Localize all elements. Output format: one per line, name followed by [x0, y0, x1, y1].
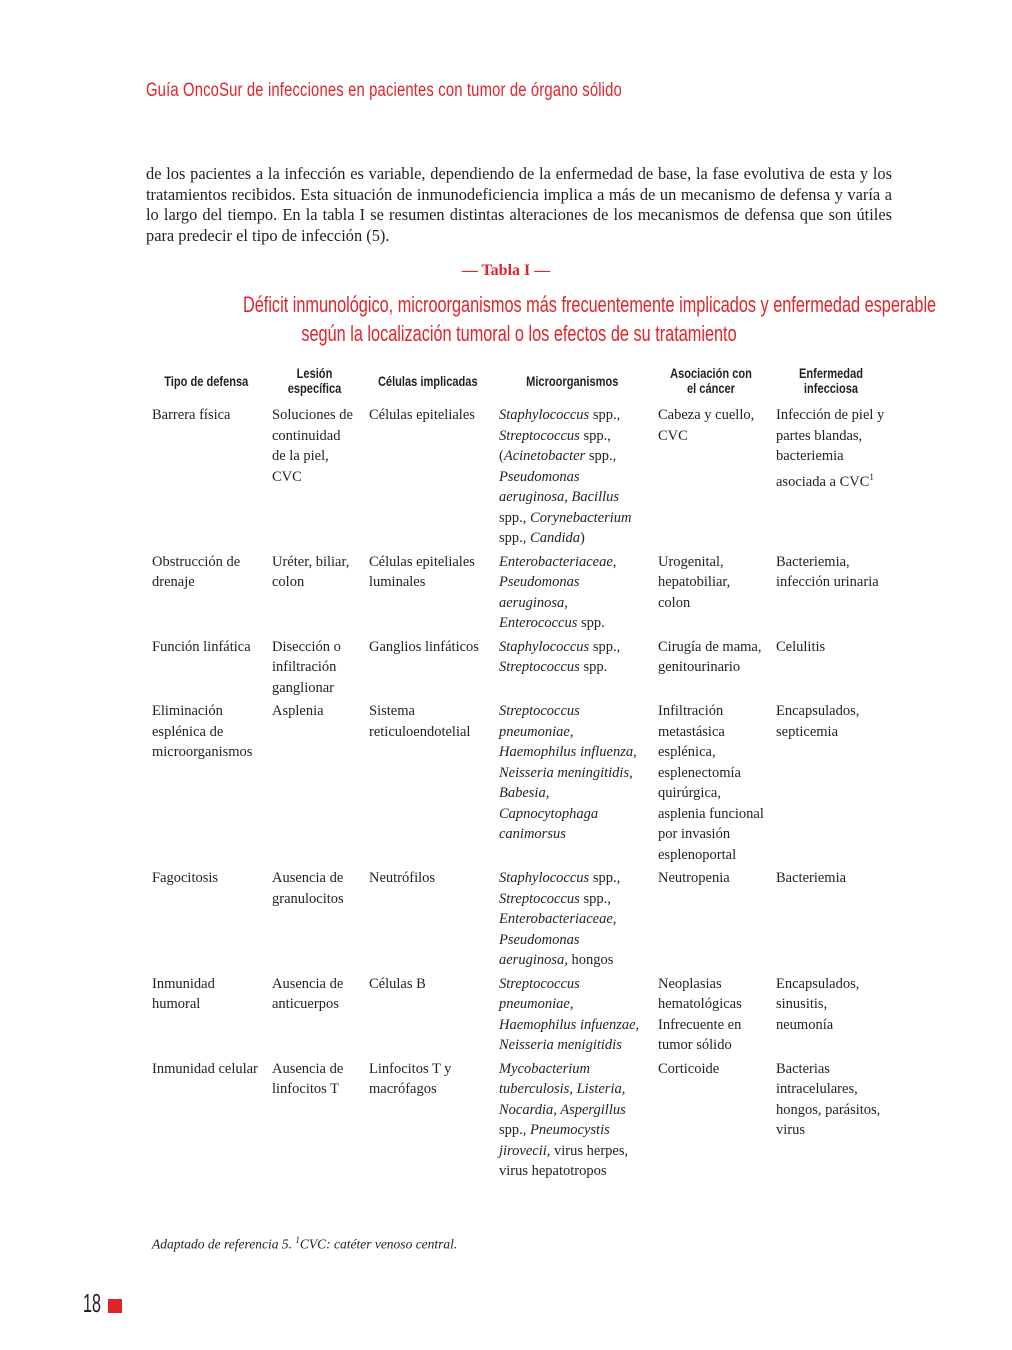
table-title	[146, 290, 937, 348]
page-number: 18	[83, 1288, 101, 1318]
cell-tipo: Barrera física	[152, 407, 231, 423]
cell-lesion: Ausencia de granulocitos	[272, 870, 344, 907]
table-row	[146, 699, 892, 866]
cell-asociacion: Neutropenia	[658, 870, 730, 886]
cell-asociacion: Neoplasias hematológicas Infrecuente en tumor sólido	[658, 975, 742, 1053]
cell-lesion: Asplenia	[272, 703, 324, 719]
column-header: Tipo de defensa	[163, 373, 249, 389]
cell-asociacion: Cirugía de mama, genitourinario	[658, 638, 762, 675]
table-header-row	[146, 364, 892, 403]
cell-microorganismos: Streptococcus pneumoniae, Haemophilus infuenzae, Neisseria menigitidis	[499, 975, 640, 1053]
cell-enfermedad: Encapsulados, sinusitis, neumonía	[776, 975, 860, 1033]
cell-celulas: Células B	[369, 975, 426, 992]
cell-celulas: Linfocitos T y macrófagos	[369, 1060, 452, 1097]
cell-lesion: Soluciones de continuidad de la piel, CVC	[272, 407, 353, 485]
cell-celulas: Células epiteliales	[369, 407, 475, 423]
body-paragraph: de los pacientes a la infección es variable, dependiendo de la enfermedad de base, la fase evolutiva de esta y los tratamientos recibidos. Esta situación de inmunodeficiencia implica a más de un mecanismo de defensa y varía a lo largo del tiempo. En la tabla I se resumen distintas alteraciones de los mecanismos de defensa que son útiles para predecir el tipo de infección (5).	[146, 164, 892, 245]
column-header: Lesión específica	[287, 366, 342, 396]
cell-tipo: Fagocitosis	[152, 870, 219, 886]
cell-lesion: Disección o infiltración ganglionar	[272, 638, 341, 696]
cell-enfermedad: Bacterias intracelulares, hongos, parásitos, virus	[776, 1060, 881, 1138]
cell-enfermedad: Bacteriemia, infección urinaria	[776, 553, 879, 590]
cell-tipo: Inmunidad celular	[152, 1060, 258, 1077]
column-header: Células implicadas	[378, 373, 478, 389]
table-row	[146, 550, 892, 635]
defense-table	[146, 364, 892, 1183]
cell-celulas: Ganglios linfáticos	[369, 638, 479, 655]
cell-microorganismos: Enterobacteriaceae, Pseudomonas aeruginosa, Enterococcus spp.	[499, 553, 617, 631]
cell-tipo: Función linfática	[152, 638, 251, 655]
column-header: Microorganismos	[526, 373, 619, 389]
cell-microorganismos: Streptococcus pneumoniae, Haemophilus influenza, Neisseria meningitidis, Babesia, Capnocytophaga canimorsus	[499, 703, 637, 842]
table-title-line-2: según la localización tumoral o los efectos de su tratamiento	[301, 321, 737, 346]
cell-lesion: Ausencia de anticuerpos	[272, 975, 344, 1012]
table-row	[146, 403, 892, 550]
page-marker	[108, 1299, 122, 1313]
cell-lesion: Uréter, biliar, colon	[272, 553, 350, 590]
column-header: Enfermedad infecciosa	[799, 366, 863, 396]
cell-celulas: Neutrófilos	[369, 870, 436, 886]
running-header: Guía OncoSur de infecciones en pacientes con tumor de órgano sólido	[146, 80, 622, 101]
table-footnote: Adaptado de referencia 5. $^1$CVC: catéter venoso central.	[152, 1235, 458, 1252]
table-row	[146, 866, 892, 972]
cell-enfermedad: Encapsulados, septicemia	[776, 703, 860, 740]
table-label: — Tabla I —	[461, 262, 551, 279]
cell-enfermedad: Celulitis	[776, 638, 826, 655]
cell-tipo: Inmunidad humoral	[152, 975, 215, 1012]
column-header: Asociación con el cáncer	[670, 366, 752, 396]
cell-microorganismos: Staphylococcus spp., Streptococcus spp., Enterobacteriaceae, Pseudomonas aeruginosa, hongos	[499, 870, 621, 968]
table-title-line-1: Déficit inmunológico, microorganismos más frecuentemente implicados y enfermedad esperable	[242, 292, 937, 317]
cell-asociacion: Infiltración metastásica esplénica, esplenectomía quirúrgica, asplenia funcional por invasión esplenoportal	[658, 703, 764, 863]
cell-lesion: Ausencia de linfocitos T	[272, 1060, 344, 1097]
cell-microorganismos: Mycobacterium tuberculosis, Listeria, Nocardia, Aspergillus spp., Pneumocystis jirovecii, virus herpes, virus hepatotropos	[499, 1060, 629, 1179]
cell-enfermedad: Bacteriemia	[776, 870, 847, 886]
cell-asociacion: Corticoide	[658, 1060, 720, 1077]
cell-enfermedad: Infección de piel y partes blandas, bacteriemia asociada a CVC$^1$	[776, 407, 885, 490]
cell-microorganismos: Staphylococcus spp., Streptococcus spp.	[499, 638, 621, 675]
cell-tipo: Eliminación esplénica de microorganismos	[152, 703, 253, 760]
table-row	[146, 635, 892, 700]
cell-asociacion: Urogenital, hepatobiliar, colon	[658, 553, 731, 611]
table-row	[146, 972, 892, 1057]
cell-celulas: Sistema reticuloendotelial	[369, 703, 471, 740]
cell-asociacion: Cabeza y cuello, CVC	[658, 407, 755, 444]
cell-tipo: Obstrucción de drenaje	[152, 553, 241, 590]
cell-microorganismos: Staphylococcus spp., Streptococcus spp., (Acinetobacter spp., Pseudomonas aeruginosa, Bacillus spp., Corynebacterium spp., Candida)	[499, 407, 632, 546]
cell-celulas: Células epiteliales luminales	[369, 553, 475, 590]
table-row	[146, 1057, 892, 1183]
